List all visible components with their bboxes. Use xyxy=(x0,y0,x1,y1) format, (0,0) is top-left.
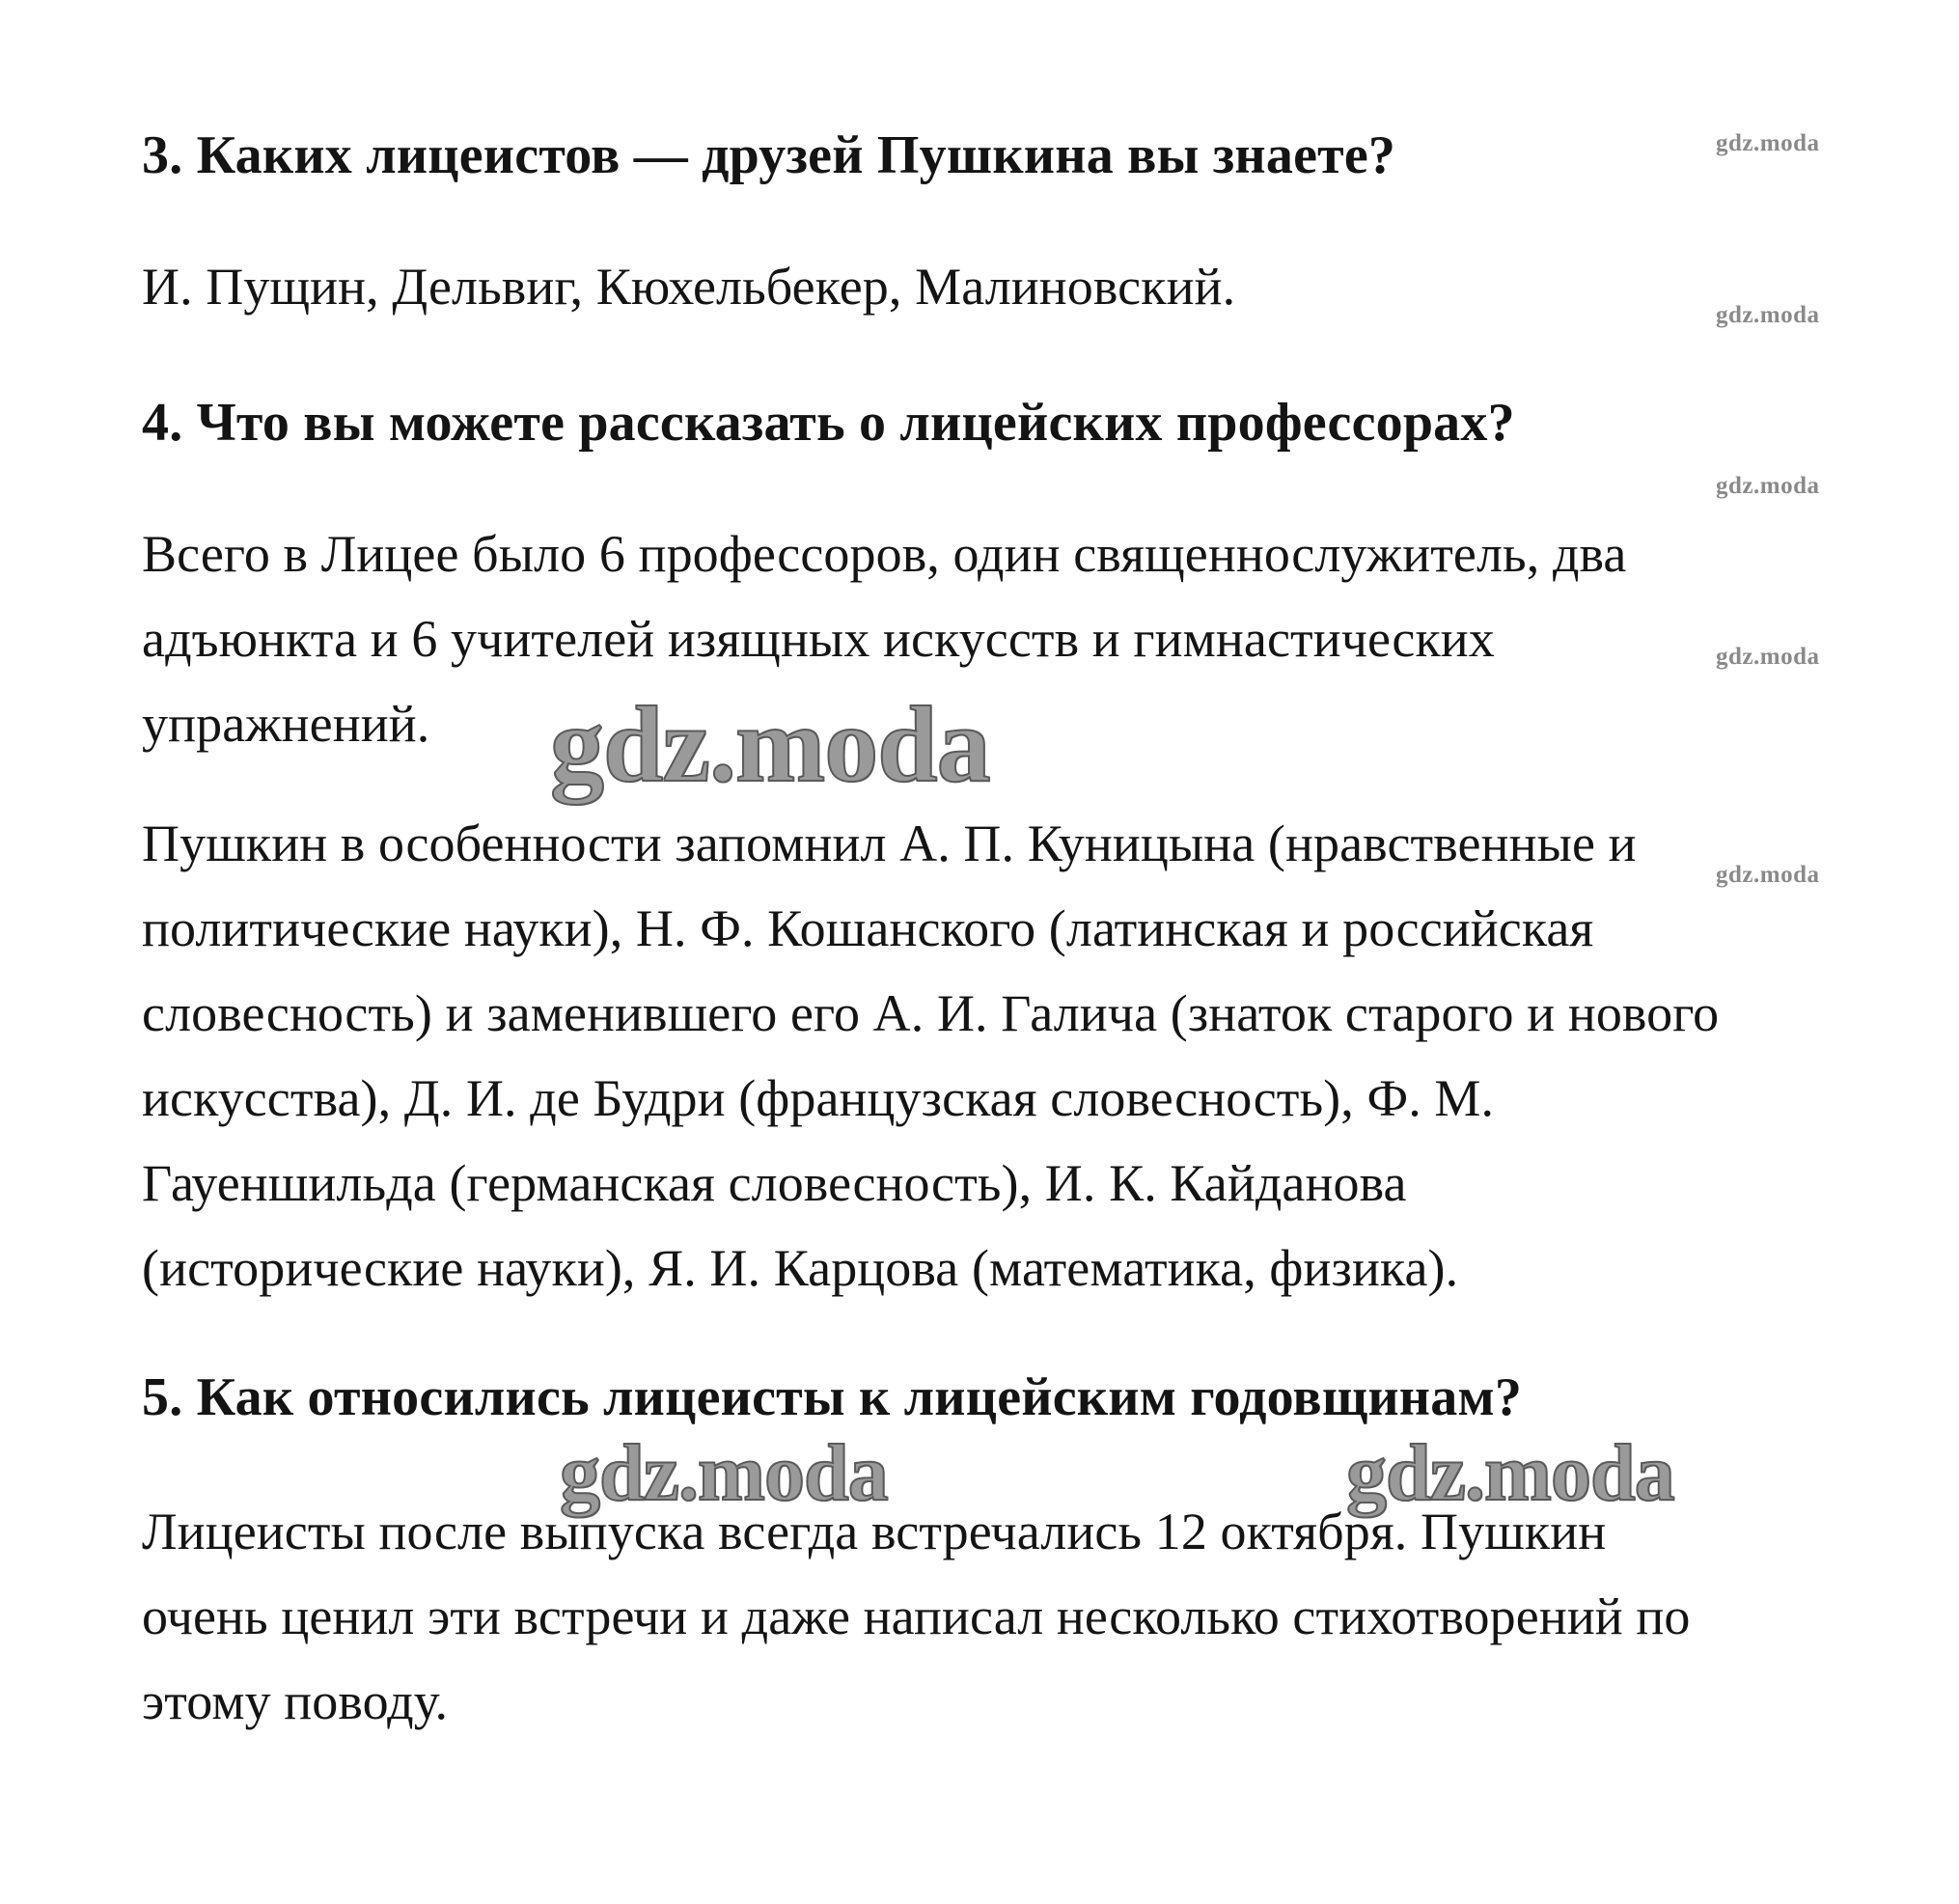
answer-3-text xyxy=(142,244,1235,329)
answer-4-paragraph-2 xyxy=(142,801,1719,1311)
answer-4-p2-line-6: (исторические науки), Я. И. Карцова (математика, физика). xyxy=(142,1239,1459,1297)
answer-4-p2-line-2: политические науки), Н. Ф. Кошанского (латинская и российская xyxy=(142,899,1594,957)
answer-5-line-2: очень ценил эти встречи и даже написал несколько стихотворений по xyxy=(142,1587,1691,1645)
answer-3-line-1: И. Пущин, Дельвиг, Кюхельбекер, Малиновский. xyxy=(142,258,1236,316)
question-4-heading: 4. Что вы можете рассказать о лицейских профессорах? xyxy=(142,393,1515,453)
answer-4-p2-line-3: словесность) и заменившего его А. И. Галича (знаток старого и нового xyxy=(142,984,1720,1042)
watermark-small: gdz.moda xyxy=(1716,130,1820,156)
answer-5-line-3: этому поводу. xyxy=(142,1672,449,1730)
question-5-heading: 5. Как относились лицеисты к лицейским годовщинам? xyxy=(142,1367,1523,1427)
answer-4-p2-line-5: Гауеншильда (германская словесность), И. К. Кайданова xyxy=(142,1154,1407,1212)
answer-5-text xyxy=(142,1489,1691,1744)
question-3-heading: 3. Каких лицеистов — друзей Пушкина вы знаете? xyxy=(142,125,1396,185)
answer-4-p1-line-1: Всего в Лицее было 6 профессоров, один священнослужитель, два xyxy=(142,525,1627,583)
watermark-large: gdz.moda xyxy=(1346,1428,1674,1518)
watermark-small: gdz.moda xyxy=(1716,862,1820,888)
answer-4-p2-line-4: искусства), Д. И. де Будри (французская словесность), Ф. М. xyxy=(142,1069,1495,1127)
watermark-small: gdz.moda xyxy=(1716,644,1820,670)
answer-5-line-1: Лицеисты после выпуска всегда встречались 12 октября. Пушкин xyxy=(142,1503,1607,1560)
watermark-small: gdz.moda xyxy=(1716,473,1820,499)
watermark-large: gdz.moda xyxy=(560,1428,888,1518)
watermark-small: gdz.moda xyxy=(1716,302,1820,328)
answer-4-p1-line-3: упражнений. xyxy=(142,695,430,753)
answer-4-p2-line-1: Пушкин в особенности запомнил А. П. Куницына (нравственные и xyxy=(142,814,1637,872)
watermark-large: gdz.moda xyxy=(550,685,990,805)
answer-4-p1-line-2: адъюнкта и 6 учителей изящных искусств и гимнастических xyxy=(142,610,1495,668)
